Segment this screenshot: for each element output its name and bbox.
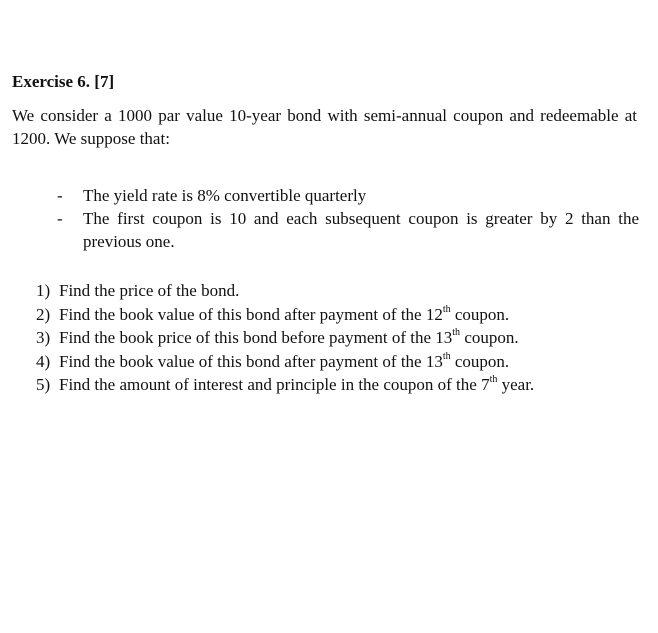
question-text: Find the book price of this bond before payment of the 13 xyxy=(59,328,453,347)
question-text-end: year. xyxy=(497,375,535,394)
assumptions-list xyxy=(57,184,639,253)
question-item xyxy=(36,303,626,327)
ordinal-suffix: th xyxy=(442,350,451,362)
question-item xyxy=(36,350,626,374)
question-item xyxy=(36,279,626,303)
question-number: 5) xyxy=(36,375,51,394)
question-number: 2) xyxy=(36,304,51,324)
question-text-end: coupon. xyxy=(450,304,510,324)
bullet-dash: - xyxy=(57,209,63,228)
exercise-intro: We consider a 1000 par value 10-year bond with semi-annual coupon and redeemable at 1200. We suppose that: xyxy=(12,106,637,148)
assumption-text: The first coupon is 10 and each subsequent coupon is greater by 2 than the previous one. xyxy=(83,209,639,251)
question-text: Find the amount of interest and principle in the coupon of the 7 xyxy=(59,375,490,394)
bullet-dash: - xyxy=(57,186,63,205)
ordinal-suffix: th xyxy=(452,327,461,339)
questions-list xyxy=(36,279,626,397)
question-text: Find the price of the bond. xyxy=(59,281,240,300)
exercise-title: Exercise 6. [7] xyxy=(12,72,115,91)
assumption-item xyxy=(57,207,639,253)
question-text: Find the book value of this bond after payment of the 13 xyxy=(59,351,443,371)
question-number: 4) xyxy=(36,351,51,371)
question-item xyxy=(36,326,626,350)
question-item xyxy=(36,373,626,397)
assumption-item xyxy=(57,184,639,207)
assumption-text: The yield rate is 8% convertible quarterly xyxy=(83,186,367,205)
ordinal-suffix: th xyxy=(489,374,498,386)
ordinal-suffix: th xyxy=(442,303,451,315)
question-number: 1) xyxy=(36,281,51,300)
question-text-end: coupon. xyxy=(460,328,519,347)
question-number: 3) xyxy=(36,328,51,347)
question-text-end: coupon. xyxy=(450,351,510,371)
question-text: Find the book value of this bond after payment of the 12 xyxy=(59,304,443,324)
